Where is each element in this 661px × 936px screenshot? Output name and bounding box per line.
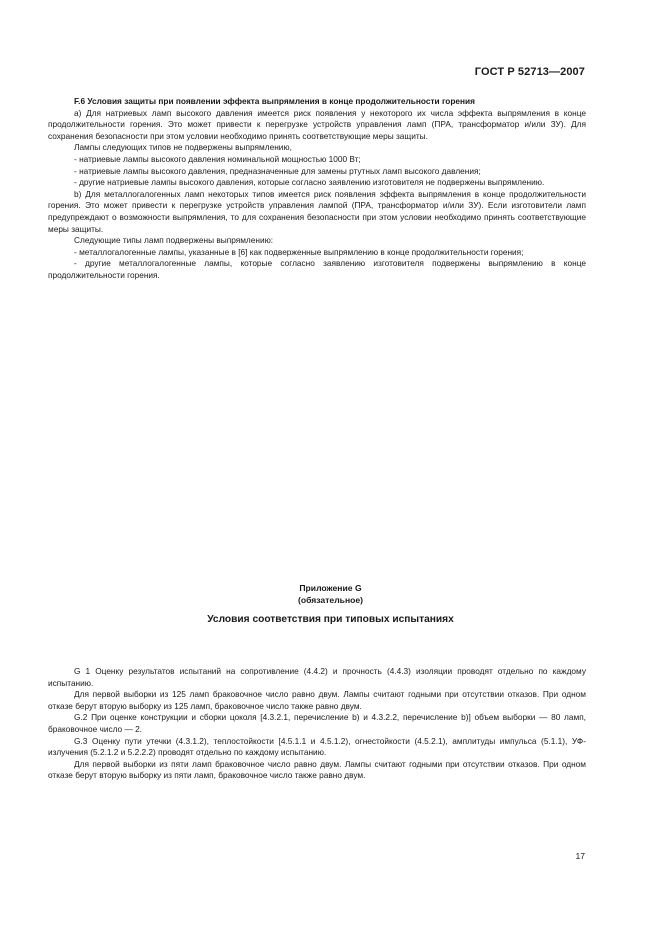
list-item: - другие металлогалогенные лампы, которые согласно заявлению изготовителя подвержены выпрямлению в конце продолжительности горения. — [48, 258, 586, 280]
appendix-title: Приложение G — [299, 583, 362, 593]
paragraph: а) Для натриевых ламп высокого давления имеется риск появления у некоторого их числа эффекта выпрямления в конце продолжительности горения. Это может привести к перегрузке устройств управления ламп (ПРА, трансформатор и/или ЗУ). Для сохранения безопасности при этом условии необходимо принять соответствующие меры защиты. — [48, 107, 586, 141]
section-f6-title: F.6 Условия защиты при появлении эффекта выпрямления в конце продолжительности горения — [74, 96, 475, 106]
list-item: - металлогалогенные лампы, указанные в [6] как подверженные выпрямлению в конце продолжительности горения; — [74, 246, 524, 257]
paragraph: G 1 Оценку результатов испытаний на сопротивление (4.4.2) и прочность (4.4.3) изоляции проводят отдельно по каждому испытанию. — [48, 666, 586, 688]
section-g-title: Условия соответствия при типовых испытаниях — [207, 614, 454, 625]
page-number: 17 — [575, 851, 585, 861]
document-standard-header: ГОСТ Р 52713—2007 — [474, 66, 585, 78]
paragraph: b) Для металлогалогенных ламп некоторых типов имеется риск появления эффекта выпрямления в конце продолжительности горения. Это может привести к перегрузке устройств управления лампой (ПРА, трансформатор и/или ЗУ). Если изготовители ламп предупреждают о возможности выпрямления, то для сохранения безопасности при этом условии необходимо принять соответствующие меры защиты. — [48, 188, 586, 234]
paragraph: Лампы следующих типов не подвержены выпрямлению, — [74, 142, 292, 153]
paragraph: G.2 При оценке конструкции и сборки цоколя [4.3.2.1, перечисление b) и 4.3.2.2, перечисление b)] объем выборки — 80 ламп, браковочное число — 2. — [48, 712, 586, 734]
paragraph: Для первой выборки из пяти ламп браковочное число равно двум. Лампы считают годными при отсутствии отказов. При одном отказе берут вторую выборку из пяти ламп, браковочное число также равно двум. — [48, 758, 586, 781]
section-g — [48, 666, 586, 782]
paragraph: Следующие типы ламп подвержены выпрямлению: — [74, 235, 274, 246]
appendix-subtitle: (обязательное) — [297, 594, 364, 605]
list-item: - другие натриевые лампы высокого давления, которые согласно заявлению изготовителя не подвержены выпрямлению. — [74, 177, 545, 188]
appendix-heading — [0, 583, 661, 606]
section-f6 — [48, 96, 586, 282]
list-item: - натриевые лампы высокого давления номинальной мощностью 1000 Вт; — [74, 153, 361, 164]
paragraph: G.3 Оценку пути утечки (4.3.1.2), теплостойкости [4.5.1.1 и 4.5.1.2), огнестойкости (4.5.2.1), амплитуды импульса (5.1.1), УФ-излучения (5.2.1.2 и 5.2.2.2) проводят отдельно по каждому испытанию. — [48, 735, 586, 758]
list-item: - натриевые лампы высокого давления, предназначенные для замены ртутных ламп высокого давления; — [74, 165, 481, 176]
paragraph: Для первой выборки из 125 ламп браковочное число равно двум. Лампы считают годными при отсутствии отказов. При одном отказе берут вторую выборку из 125 ламп, браковочное число также равно двум. — [48, 689, 586, 711]
